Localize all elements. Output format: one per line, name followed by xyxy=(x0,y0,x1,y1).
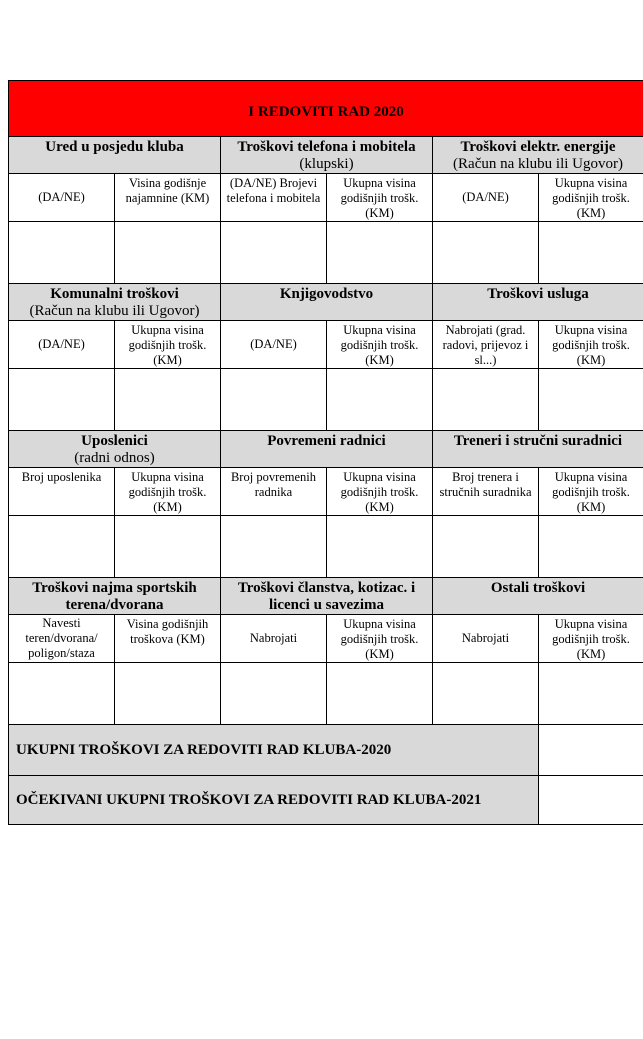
column-header: (DA/NE) xyxy=(433,174,539,222)
column-header: Broj uposlenika xyxy=(9,468,115,516)
column-header: Broj povremenih radnika xyxy=(221,468,327,516)
column-header: Broj trenera i stručnih suradnika xyxy=(433,468,539,516)
entry-cell[interactable] xyxy=(327,369,433,431)
entry-cell[interactable] xyxy=(327,222,433,284)
category-note: (radni odnos) xyxy=(74,450,155,466)
entry-cell[interactable] xyxy=(539,222,643,284)
column-header: Ukupna visina godišnjih trošk. (KM) xyxy=(115,321,221,369)
column-header: (DA/NE) xyxy=(9,321,115,369)
form-title: I REDOVITI RAD 2020 xyxy=(9,81,643,137)
entry-cell[interactable] xyxy=(433,516,539,578)
category-heading-cell xyxy=(433,137,643,174)
total-value-cell[interactable] xyxy=(539,725,643,776)
column-header: Ukupna visina godišnjih trošk. (KM) xyxy=(327,468,433,516)
category-heading: Ured u posjedu kluba xyxy=(45,139,184,155)
category-heading: Treneri i stručni suradnici xyxy=(453,433,623,449)
entry-cell[interactable] xyxy=(9,222,115,284)
category-heading-cell xyxy=(9,137,221,174)
entry-cell[interactable] xyxy=(115,663,221,725)
column-header: Ukupna visina godišnjih trošk. (KM) xyxy=(327,615,433,663)
category-heading: Troškovi najma sportskih terena/dvorana xyxy=(32,580,197,613)
category-heading-cell xyxy=(221,431,433,468)
column-header: Ukupna visina godišnjih trošk. (KM) xyxy=(539,468,643,516)
total-label: OČEKIVANI UKUPNI TROŠKOVI ZA REDOVITI RAD KLUBA-2021 xyxy=(9,776,539,825)
column-header: Nabrojati xyxy=(433,615,539,663)
entry-cell[interactable] xyxy=(221,663,327,725)
column-header: Ukupna visina godišnjih trošk. (KM) xyxy=(327,321,433,369)
entry-cell[interactable] xyxy=(115,222,221,284)
category-heading-cell xyxy=(9,431,221,468)
category-heading: Ostali troškovi xyxy=(490,580,586,596)
entry-cell[interactable] xyxy=(433,369,539,431)
column-header: (DA/NE) xyxy=(221,321,327,369)
category-heading-row xyxy=(9,431,643,468)
total-label: UKUPNI TROŠKOVI ZA REDOVITI RAD KLUBA-2020 xyxy=(9,725,539,776)
entry-cell[interactable] xyxy=(433,222,539,284)
entry-cell[interactable] xyxy=(115,516,221,578)
entry-row xyxy=(9,369,643,431)
entry-cell[interactable] xyxy=(9,663,115,725)
entry-cell[interactable] xyxy=(539,369,643,431)
entry-cell[interactable] xyxy=(115,369,221,431)
title-row xyxy=(9,81,643,137)
category-heading-cell xyxy=(9,578,221,615)
category-heading-cell xyxy=(221,137,433,174)
entry-cell[interactable] xyxy=(9,516,115,578)
category-note: (Račun na klubu ili Ugovor) xyxy=(29,303,200,319)
column-header: Navesti teren/dvorana/ poligon/staza xyxy=(9,615,115,663)
category-heading-cell xyxy=(433,578,643,615)
entry-cell[interactable] xyxy=(221,222,327,284)
category-note: (Račun na klubu ili Ugovor) xyxy=(453,156,623,172)
category-heading-cell xyxy=(433,431,643,468)
column-header-row xyxy=(9,174,643,222)
entry-row xyxy=(9,516,643,578)
entry-cell[interactable] xyxy=(327,663,433,725)
column-header: Ukupna visina godišnjih trošk. (KM) xyxy=(115,468,221,516)
column-header: Ukupna visina godišnjih trošk. (KM) xyxy=(327,174,433,222)
category-heading-row xyxy=(9,578,643,615)
category-heading: Troškovi telefona i mobitela xyxy=(237,139,416,155)
category-note: (klupski) xyxy=(299,156,354,172)
entry-cell[interactable] xyxy=(539,663,643,725)
category-heading: Povremeni radnici xyxy=(267,433,386,449)
entry-row xyxy=(9,222,643,284)
category-heading: Knjigovodstvo xyxy=(279,286,374,302)
entry-cell[interactable] xyxy=(327,516,433,578)
category-heading: Troškovi usluga xyxy=(487,286,589,302)
column-header-row xyxy=(9,615,643,663)
category-heading: Uposlenici xyxy=(81,433,148,449)
column-header: (DA/NE) xyxy=(9,174,115,222)
entry-row xyxy=(9,663,643,725)
column-header: Visina godišnje najamnine (KM) xyxy=(115,174,221,222)
entry-cell[interactable] xyxy=(9,369,115,431)
category-heading: Komunalni troškovi xyxy=(50,286,179,302)
total-row xyxy=(9,725,643,776)
column-header: Ukupna visina godišnjih trošk. (KM) xyxy=(539,615,643,663)
entry-cell[interactable] xyxy=(221,516,327,578)
category-heading-cell xyxy=(433,284,643,321)
category-heading-row xyxy=(9,284,643,321)
category-heading: Troškovi članstva, kotizac. i licenci u savezima xyxy=(237,580,416,613)
expense-form-table xyxy=(8,80,643,825)
column-header: Ukupna visina godišnjih trošk. (KM) xyxy=(539,321,643,369)
category-heading-cell xyxy=(221,578,433,615)
column-header: Ukupna visina godišnjih trošk. (KM) xyxy=(539,174,643,222)
category-heading-row xyxy=(9,137,643,174)
column-header-row xyxy=(9,321,643,369)
column-header: Nabrojati xyxy=(221,615,327,663)
category-heading: Troškovi elektr. energije xyxy=(460,139,616,155)
total-row xyxy=(9,776,643,825)
entry-cell[interactable] xyxy=(539,516,643,578)
entry-cell[interactable] xyxy=(433,663,539,725)
column-header: Visina godišnjih troškova (KM) xyxy=(115,615,221,663)
column-header: Nabrojati (grad. radovi, prijevoz i sl...) xyxy=(433,321,539,369)
column-header: (DA/NE) Brojevi telefona i mobitela xyxy=(221,174,327,222)
category-heading-cell xyxy=(9,284,221,321)
form-body xyxy=(9,81,643,825)
category-heading-cell xyxy=(221,284,433,321)
entry-cell[interactable] xyxy=(221,369,327,431)
column-header-row xyxy=(9,468,643,516)
total-value-cell[interactable] xyxy=(539,776,643,825)
